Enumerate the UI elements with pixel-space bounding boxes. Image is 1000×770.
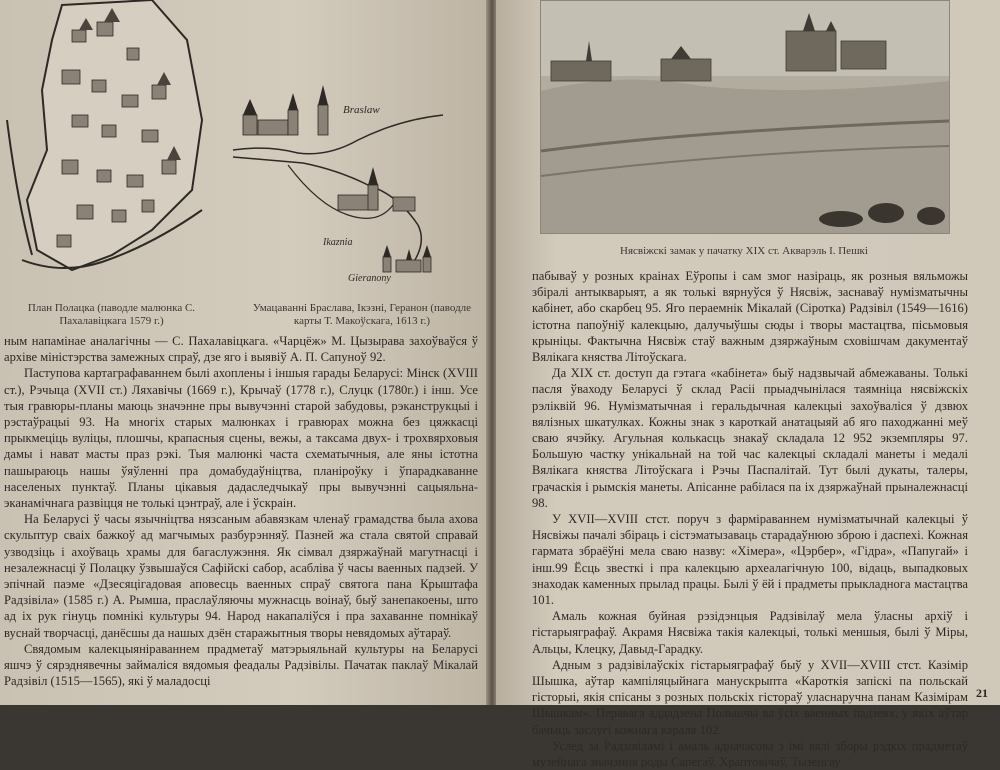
right-paragraph-5: Адным з радзівілаўскіх гістарыяграфаў быў у XVII—XVIII стст. Казімір Шышка, аўтар кампіляцыйнага манускрыпта «Кароткія запіскі па польскай гісторыі, якія спісаны з розных польскіх гістораў уласнаручна панам Казімірам Шышкам». Перавага аддадзена Польшчы ва ўсіх ваенных падзеях, у якіх аўтар бачыць заслугі кожнага караля 102.: [532, 657, 968, 737]
map-label-braslaw: Braslaw: [343, 104, 380, 116]
left-paragraph-3: На Беларусі ў часы язычніцтва нязсаным абавязкам членаў грамадства была ахова скульптур сваіх бажкоў ад магчымых разбурэнняў. Пазней жа стала святой справай узводзіць і ахоўваць храмы для багаслужэння. Як сімвал дзяржаўнай магутнасці і незалежнасці ў Полацку ўзвышаўся Сафійскі сабор, асабліва ў часы ваенных падзей. У эпічнай паэме «Дзесяцігадовая аповесць ваенных спраў святога пана Крыштафа Радзівіла» (1585 г.) А. Рымша, праслаўляючы мужнасць воінаў, быў занепакоены, што ад іх рук гінуць помнікі культуры 94. Народ накапаліўся і пра захаванне помнікаў вуснай творчасці, данёсшы да нашых дзён старажытныя творы невядомых аўтараў.: [4, 512, 478, 640]
left-paragraph-4: Свядомым калекцыяніраваннем прадметаў матэрыяльнай культуры на Беларусі яшчэ ў сярэднявечны займаліся вядомыя феадалы Радзівілы. Пачатак паклаў Мікалай Радзівіл (1515—1565), які ў маладосці: [4, 641, 478, 689]
braslaw-map-caption: Умацаванні Браслава, Ікэзні, Геранон (паводле карты Т. Макоўскага, 1613 г.): [252, 302, 472, 327]
right-page: [496, 0, 1000, 770]
polotsk-plan-illustration: [2, 0, 217, 290]
left-body-text: [4, 333, 478, 689]
right-paragraph-4: Амаль кожная буйная рэзідэнцыя Радзівілаў мела ўласны архіў і гістарыяграфаў. Акрамя Нясвіжа такія калекцыі, толькі меншыя, былі ў Міры, Альцы, Клецку, Давыд-Гарадку.: [532, 609, 968, 656]
painting-caption: Нясвіжскі замак у пачатку XIX ст. Акварэль І. Пешкі: [620, 245, 868, 257]
nesvizh-castle-painting: [540, 0, 950, 234]
right-body-text: [532, 268, 968, 770]
right-paragraph-3: У XVII—XVIII стст. поруч з фарміраваннем нумізматычнай калекцыі ў Нясвіжы пачалі збіраць і сістэматызаваць старадаўнюю зброю і даспехі. Кожная гармата збраёўні мела сваю назву: «Хімера», «Цэрбер», «Гідра», «Папугай» і інш.99 Ёсць звесткі і пра калекцыю археалагічную 100, відаць, выпадковых знаходак каменных прылад працы. Былі ў ёй і прадметы прыкладнога мастацтва 101.: [532, 512, 968, 608]
right-paragraph-1: пабываў у розных краінах Еўропы і сам змог назіраць, як розныя вяльможы збіралі антыкварыят, а як толькі вярнуўся ў Нясвіж, заснаваў нумізматычны кабінет, або скарбец 95. Яго пераемнік Мікалай (Сіротка) Радзівіл (1549—1616) істотна папоўніў калекцыю, далучыўшы сюды і творы мастацтва, пісьмовыя крыніцы. Фактычна Нясвіж стаў важным дзяржаўным сховішчам дакументаў Вялікага княства Літоўскага.: [532, 269, 968, 365]
left-paragraph-2: Паступова картаграфаваннем былі ахоплены і іншыя гарады Беларусі: Мінск (XVIII ст.), Рэчыца (XVII ст.) Ляхавічы (1669 г.), Крычаў (1778 г.), Слуцк (1780г.) і інш. Усе тыя гравюры-планы маюць значэнне пры вывучэнні старой забудовы, рэканструкцыі і рэстаўрацыі 93. На многіх старых малюнках і гравюрах можна без цяжкасці прыкмеціць вуліцы, плошчы, крапасныя сцены, вежы, а таксама двух- і трохвярховыя дамы і нават масты праз рэкі. Тыя малюнкі часта схематычныя, але яны істотна пашыраюць нашы ўяўленні пра домабудаўніцтва, планіроўку і ўпарадкаванне населеных пунктаў. Планы цікавыя дадаследчыкаў пры вывучэнні сацыяльна-эканамічнага развіцця не толькі цэнтраў, але і ўскраін.: [4, 366, 478, 511]
polotsk-plan-caption: План Полацка (паводле малюнка С. Пахалавіцкага 1579 г.): [27, 302, 196, 327]
right-paragraph-2: Да XIX ст. доступ да гэтага «кабінета» быў надзвычай абмежаваны. Толькі пасля ўваходу Беларусі ў склад Расіі прыадчынілася таямніца нясвіжскіх рэліквій 96. Нумізматычная і геральдычная калекцыі захоўваліся ў дзвюх вялізных шкатулках. Кожны знак з кароткай анатацыяй аб яго паходжанні меў сваю ячэйку. Агульная колькасць знакаў складала 12 952 экземпляры 97. Большую частку унікальнай на той час калекцыі складалі манеты і медалі Вялікага княства Літоўскага і Рэчы Паспалітай. Тут былі дукаты, талеры, грачаскія і рымскія манеты. Апісанне рабілася па іх дзяржаўнай прыналежнасці 98.: [532, 366, 968, 510]
left-page: [0, 0, 488, 705]
map-label-gieranony: Gieranony: [348, 273, 391, 284]
right-paragraph-6: Услед за Радзівіламі і амаль адначасова з імі вялі зборы рэдкіх прадметаў музейнага значэння роды Сапегаў, Храптовічаў, Тызенгау: [532, 738, 968, 770]
map-label-ikaznia: Ikaznia: [323, 237, 353, 248]
page-number: 21: [976, 686, 988, 700]
left-paragraph-1: ным напамінае аналагічны — С. Пахалавіцкага. «Чарцёж» М. Цызырава захоўваўся ў архіве міністэрства замежных спраў, дзе яго і выявіў А. П. Сапуноў 92.: [4, 334, 478, 365]
braslaw-map-illustration: [228, 85, 453, 295]
